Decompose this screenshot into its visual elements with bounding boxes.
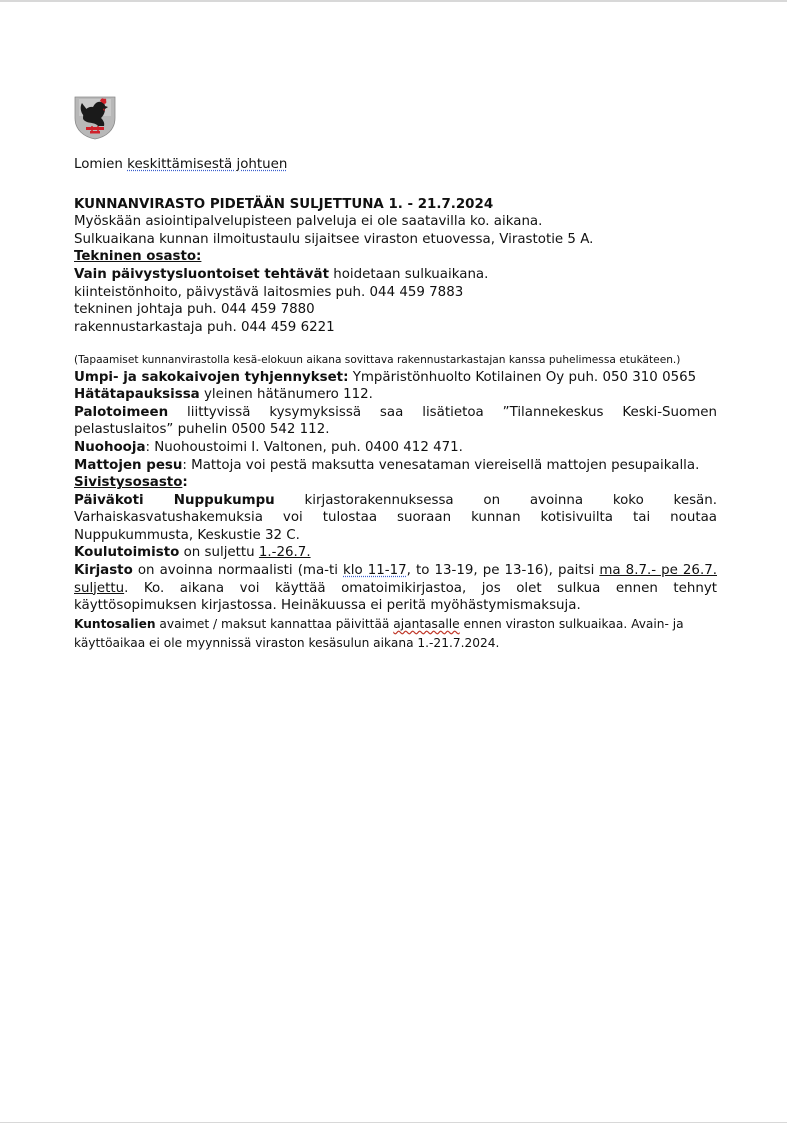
tekninen-duty xyxy=(74,266,717,284)
sivistys-colon: : xyxy=(182,475,188,491)
koulu-bold: Koulutoimisto xyxy=(74,545,180,561)
duty-bold: Vain päivystysluontoiset tehtävät xyxy=(74,266,329,282)
hata-line xyxy=(74,386,717,404)
tekninen-heading: Tekninen osasto: xyxy=(74,249,202,265)
hata-bold: Hätätapauksissa xyxy=(74,387,200,403)
matto-line xyxy=(74,457,717,475)
appointment-note: (Tapaamiset kunnanvirastolla kesä-elokuun aikana sovittava rakennustarkastajan kanssa puhelimessa etukäteen.) xyxy=(74,354,681,367)
kirjasto-text-b: , to 13-19, pe 13-16), paitsi xyxy=(406,563,600,579)
kirjasto-text-c: . Ko. aikana voi käyttää omatoimikirjastoa, jos olet sulkua ennen tehnyt käyttösopimuksen kirjastossa. Heinäkuussa ei peritä myöhästymismaksuja. xyxy=(74,580,717,614)
paivakoti-bold: Päiväkoti Nuppukumpu xyxy=(74,492,275,508)
paivakoti-paragraph xyxy=(74,492,717,545)
kuntosali-bold: Kuntosalien xyxy=(74,616,156,631)
kirjasto-closed-dates: ma 8.7.- pe 26.7. suljettu xyxy=(74,563,717,596)
kirjasto-hours: klo 11-17 xyxy=(343,563,407,579)
nuohooja-rest: : Nuohoustoimi I. Valtonen, puh. 0400 412 471. xyxy=(145,439,463,455)
kirjasto-bold: Kirjasto xyxy=(74,563,133,579)
matto-bold: Mattojen pesu xyxy=(74,457,183,473)
kuntosali-spellcheck: ajantasalle xyxy=(393,616,460,631)
kuntosali-text-a: avaimet / maksut kannattaa päivittää xyxy=(155,616,394,631)
kirjasto-text-a: on avoinna normaalisti (ma-ti xyxy=(132,563,344,579)
koulutoimisto-line xyxy=(74,544,717,562)
koulu-rest: on suljettu xyxy=(179,545,259,561)
umpi-line xyxy=(74,369,717,387)
kirjasto-paragraph xyxy=(74,562,717,615)
nuohooja-bold: Nuohooja xyxy=(74,439,146,455)
duty-rest: hoidetaan sulkuaikana. xyxy=(328,266,489,282)
koulu-dates: 1.-26.7. xyxy=(258,545,311,561)
umpi-bold: Umpi- ja sakokaivojen tyhjennykset: xyxy=(74,369,349,385)
kuntosali-paragraph xyxy=(74,615,717,653)
sivistys-heading xyxy=(74,474,717,492)
palo-rest: liittyvissä kysymyksissä saa lisätietoa ”Tilannekeskus Keski-Suomen pelastuslaitos” puhelin 0500 542 112. xyxy=(74,404,717,438)
palo-bold: Palotoimeen xyxy=(74,404,169,420)
intro-line xyxy=(74,156,717,174)
info-line-1: Myöskään asiointipalvelupisteen palveluja ei ole saatavilla ko. aikana. xyxy=(74,214,543,230)
palo-paragraph xyxy=(74,404,717,439)
info-line-2: Sulkuaikana kunnan ilmoitustaulu sijaitsee viraston etuovessa, Virastotie 5 A. xyxy=(74,231,594,247)
intro-prefix: Lomien xyxy=(74,157,128,172)
document-body xyxy=(74,156,717,653)
contact-line-1: kiinteistönhoito, päivystävä laitosmies puh. 044 459 7883 xyxy=(74,284,464,300)
umpi-rest: Ympäristönhuolto Kotilainen Oy puh. 050 310 0565 xyxy=(348,369,697,385)
contact-line-3: rakennustarkastaja puh. 044 459 6221 xyxy=(74,319,335,335)
contact-line-2: tekninen johtaja puh. 044 459 7880 xyxy=(74,302,315,318)
nuohooja-line xyxy=(74,439,717,457)
page-edge-bottom xyxy=(0,1122,787,1123)
page-edge-top xyxy=(0,0,787,2)
sivistys-title: Sivistysosasto xyxy=(74,475,183,491)
intro-link: keskittämisestä johtuen xyxy=(127,157,288,172)
main-heading: KUNNANVIRASTO PIDETÄÄN SULJETTUNA 1. - 21.7.2024 xyxy=(74,196,494,212)
matto-rest: : Mattoja voi pestä maksutta venesataman viereisellä mattojen pesupaikalla. xyxy=(182,457,700,473)
paivakoti-rest: kirjastorakennuksessa on avoinna koko kesän. Varhaiskasvatushakemuksia voi tulostaa suoraan kunnan kotisivuilta tai noutaa Nuppukummusta, Keskustie 32 C. xyxy=(74,492,717,543)
kuntosali-text-b: ennen viraston sulkuaikaa. Avain- ja käyttöaikaa ei ole myynnissä viraston kesäsulun aikana 1.-21.7.2024. xyxy=(74,616,684,650)
rooster-coat-of-arms-icon xyxy=(74,96,116,140)
hata-rest: yleinen hätänumero 112. xyxy=(199,387,373,403)
